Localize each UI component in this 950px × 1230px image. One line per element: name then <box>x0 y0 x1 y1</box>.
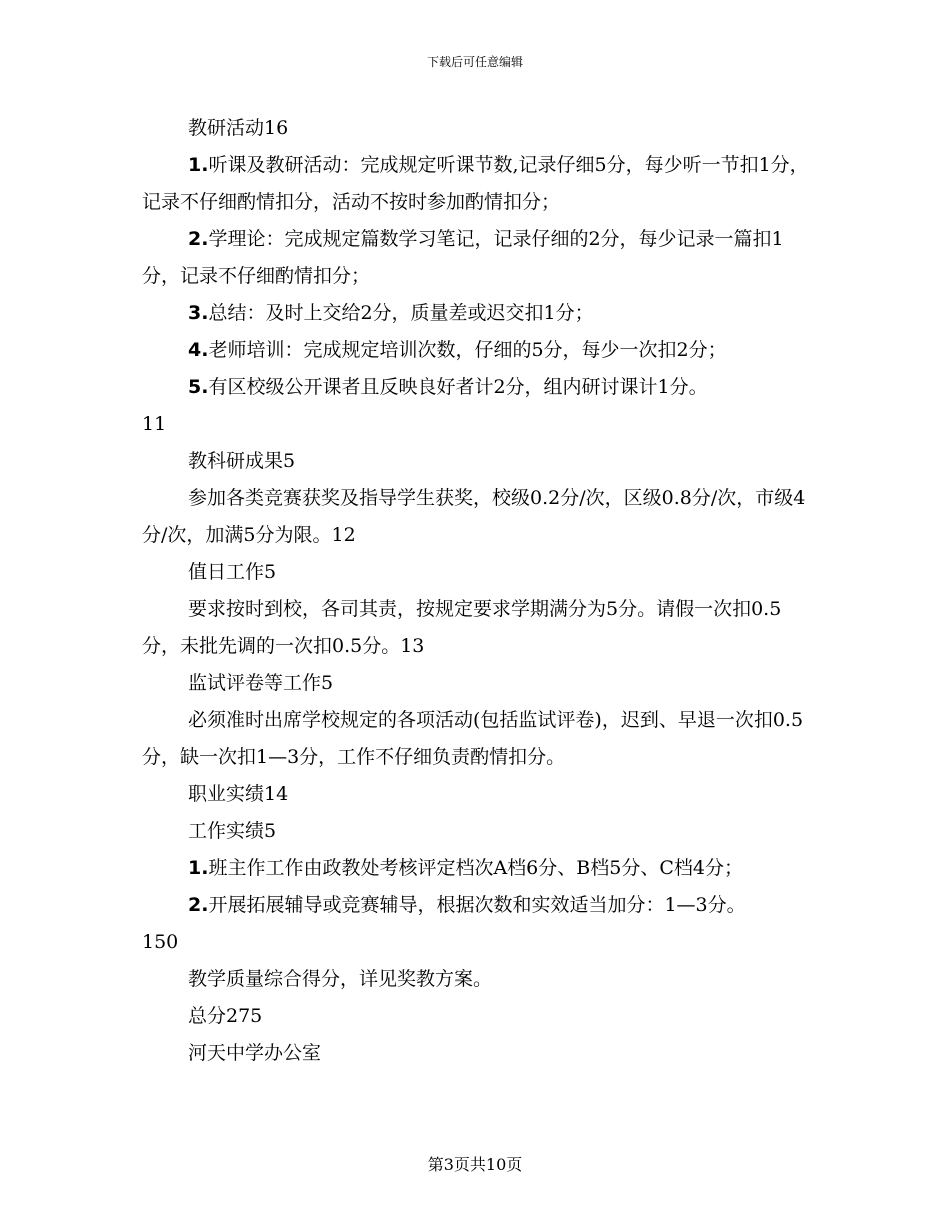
list-item: 2.学理论：完成规定篇数学习笔记，记录仔细的2分，每少记录一篇扣1分，记录不仔细酌情扣分； <box>142 228 784 287</box>
document-body <box>142 110 814 1072</box>
list-item: 1.班主作工作由政教处考核评定档次A档6分、B档5分、C档4分； <box>188 857 743 879</box>
score-value: 11 <box>142 413 167 435</box>
item-number: 3. <box>188 302 209 324</box>
list-item: 3.总结：及时上交给2分，质量差或迟交扣1分； <box>188 302 594 324</box>
page-footer <box>0 1155 950 1175</box>
header-note: 下载后可任意编辑 <box>426 55 523 69</box>
paragraph: 必须准时出席学校规定的各项活动(包括监试评卷)，迟到、早退一次扣0.5分，缺一次扣1—3分，工作不仔细负责酌情扣分。 <box>142 709 804 768</box>
section-heading: 工作实绩5 <box>188 820 277 842</box>
section-heading: 教科研成果5 <box>188 450 296 472</box>
list-item: 5.有区校级公开课者且反映良好者计2分，组内研讨课计1分。 <box>188 376 708 398</box>
section-heading: 教研活动16 <box>188 117 289 139</box>
paragraph: 教学质量综合得分，详见奖教方案。 <box>188 968 493 990</box>
item-number: 5. <box>188 376 209 398</box>
list-item: 4.老师培训：完成规定培训次数，仔细的5分，每少一次扣2分； <box>188 339 727 361</box>
page-header <box>0 54 950 70</box>
total-score: 总分275 <box>188 1005 263 1027</box>
item-number: 2. <box>188 228 209 250</box>
signature-office: 河天中学办公室 <box>188 1042 322 1064</box>
item-number: 1. <box>188 857 209 879</box>
section-heading: 职业实绩14 <box>188 783 289 805</box>
list-item: 1.听课及教研活动：完成规定听课节数,记录仔细5分，每少听一节扣1分，记录不仔细酌情扣分，活动不按时参加酌情扣分； <box>142 154 809 213</box>
paragraph: 参加各类竞赛获奖及指导学生获奖，校级0.2分/次，区级0.8分/次，市级4分/次，加满5分为限。12 <box>142 487 806 546</box>
item-number: 4. <box>188 339 209 361</box>
item-number: 1. <box>188 154 209 176</box>
paragraph: 要求按时到校，各司其责，按规定要求学期满分为5分。请假一次扣0.5分，未批先调的一次扣0.5分。13 <box>142 598 782 657</box>
item-number: 2. <box>188 894 209 916</box>
list-item: 2.开展拓展辅导或竞赛辅导，根据次数和实效适当加分：1—3分。 <box>188 894 746 916</box>
page-number: 第3页共10页 <box>427 1155 523 1174</box>
section-heading: 监试评卷等工作5 <box>188 672 334 694</box>
score-value: 150 <box>142 931 179 953</box>
section-heading: 值日工作5 <box>188 561 277 583</box>
